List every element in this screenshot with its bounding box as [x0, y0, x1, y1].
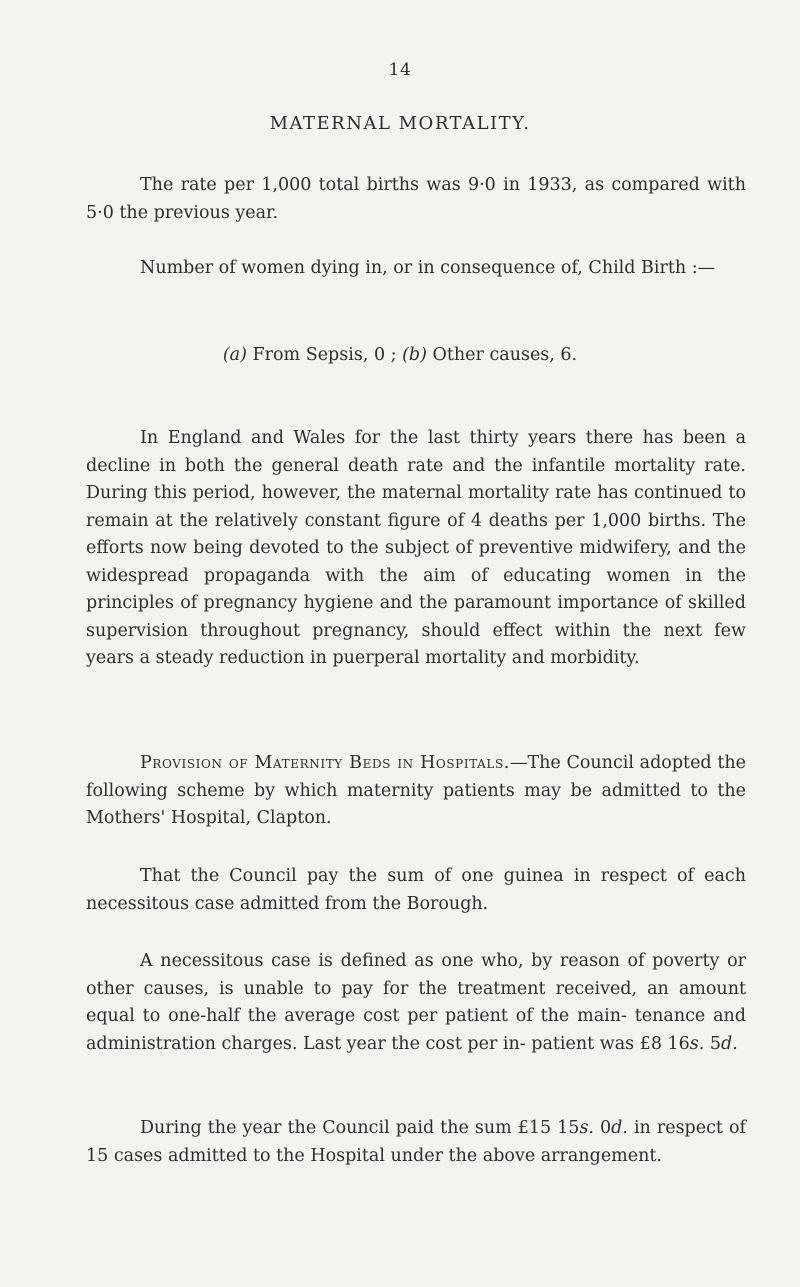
cause-a-text: From Sepsis, 0 ;	[246, 345, 403, 365]
paragraph-rate: The rate per 1,000 total births was 9·0 in 1933, as compared with 5·0 the previous year.	[86, 175, 746, 223]
paid-text-b: in respect of 15 cases admitted to the Hospital under the above arrangement.	[86, 1118, 746, 1166]
paid-text-a: During the year the Council paid the sum £15 15	[140, 1118, 580, 1138]
necessitous-text: A necessitous case is defined as one who, by reason of poverty or other causes, is unable to pay for the treatment received, an amount equal to one-half the average cost per patient of the main- tenance and administration charges. Last year the cost per in- patient was £8 16	[86, 951, 746, 1054]
paragraph-necessitous-case	[86, 948, 746, 1058]
causes-line	[0, 342, 800, 370]
paid-pence-value: 0	[593, 1118, 612, 1138]
cause-a-label: (a)	[222, 345, 247, 365]
provision-text: —The Council adopted the following scheme by which maternity patients may be admitted to the Mothers' Hospital, Clapton.	[86, 753, 746, 828]
shillings-abbrev: s.	[689, 1033, 705, 1054]
cause-b-label: (b)	[402, 345, 427, 365]
paragraph-number-of-women: Number of women dying in, or in consequence of, Child Birth :—	[140, 258, 716, 278]
paragraph-provision	[86, 750, 746, 833]
page-number: 14	[388, 60, 412, 80]
pence-value: 5	[704, 1033, 722, 1054]
paragraph-guinea: That the Council pay the sum of one guinea in respect of each necessitous case admitted from the Borough.	[86, 866, 746, 914]
paid-shillings-abbrev: s.	[579, 1118, 594, 1138]
paid-pence-abbrev: d.	[611, 1118, 628, 1138]
pence-abbrev: d.	[721, 1033, 738, 1054]
section-heading: MATERNAL MORTALITY.	[269, 113, 531, 134]
paragraph-council-paid	[86, 1115, 746, 1170]
cause-b-text: Other causes, 6.	[426, 345, 578, 365]
provision-heading: Provision of Maternity Beds in Hospitals.	[140, 753, 510, 773]
paragraph-england-wales: In England and Wales for the last thirty years there has been a decline in both the general death rate and the infantile mortality rate. During this period, however, the maternal mortality rate has continued to remain at the relatively constant figure of 4 deaths per 1,000 births. The efforts now being devoted to the subject of preventive midwifery, and the widespread propaganda with the aim of educating women in the principles of pregnancy hygiene and the paramount importance of skilled supervision throughout pregnancy, should effect within the next few years a steady reduction in puerperal mortality and morbidity.	[86, 428, 746, 668]
